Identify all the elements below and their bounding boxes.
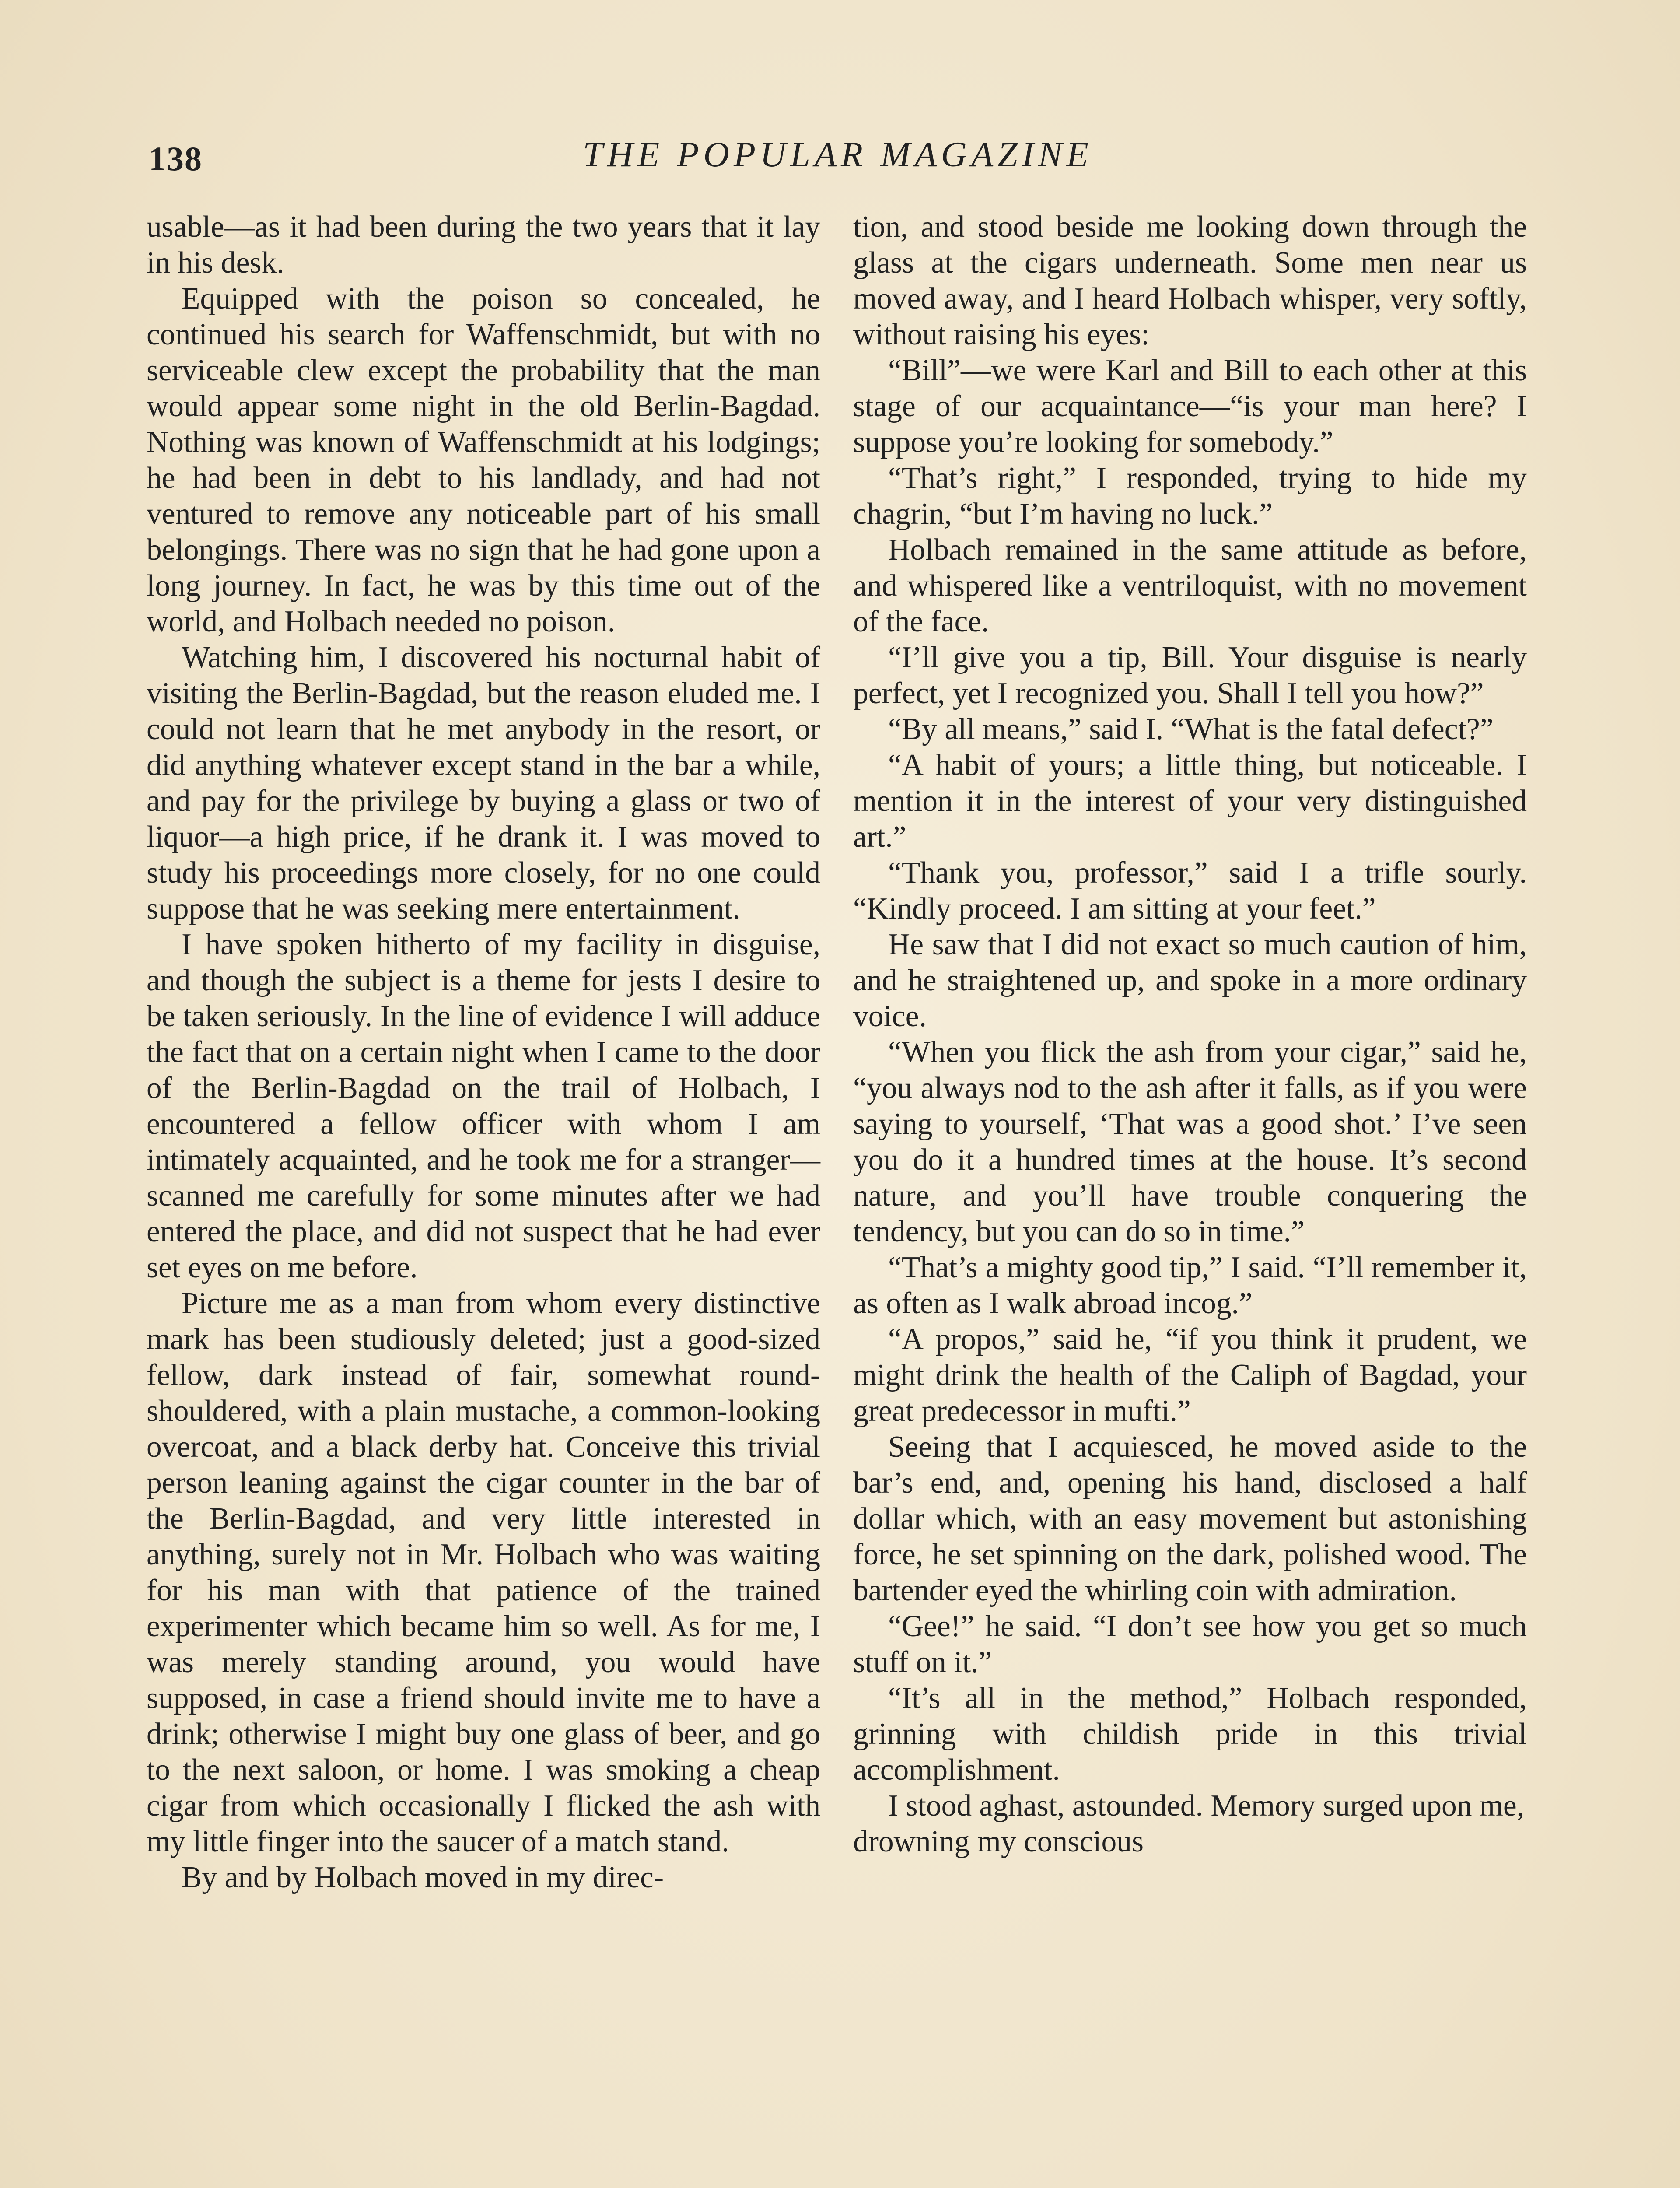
paragraph: Picture me as a man from whom every distinctive mark has been studiously deleted; just a good-sized fellow, dark instead of fair, somewhat round-shouldered, with a plain mustache, a common-looking overcoat, and a black derby hat. Conceive this trivial person leaning against the cigar counter in the bar of the Berlin-Bagdad, and very little interested in anything, surely not in Mr. Holbach who was waiting for his man with that patience of the trained experimenter which became him so well. As for me, I was merely standing around, you would have supposed, in case a friend should invite me to have a drink; otherwise I might buy one glass of beer, and go to the next saloon, or home. I was smoking a cheap cigar from which occasionally I flicked the ash with my little finger into the saucer of a match stand. — [147, 1287, 820, 1858]
paragraph: He saw that I did not exact so much caution of him, and he straightened up, and spoke in a more ordinary voice. — [853, 928, 1527, 1033]
left-column — [147, 209, 820, 1896]
right-column — [853, 209, 1527, 1860]
paragraph: usable—as it had been during the two years that it lay in his desk. — [147, 210, 820, 280]
paragraph: “When you flick the ash from your cigar,” said he, “you always nod to the ash after it falls, as if you were saying to yourself, ‘That was a good shot.’ I’ve seen you do it a hundred times at the house. It’s second nature, and you’ll have trouble conquering the tendency, but you can do so in time.” — [853, 1035, 1527, 1248]
paragraph: Holbach remained in the same attitude as before, and whispered like a ventriloquist, with no movement of the face. — [853, 533, 1527, 638]
paragraph: “That’s right,” I responded, trying to hide my chagrin, “but I’m having no luck.” — [853, 461, 1527, 531]
paragraph: “Gee!” he said. “I don’t see how you get so much stuff on it.” — [853, 1609, 1527, 1679]
paragraph: “That’s a mighty good tip,” I said. “I’ll remember it, as often as I walk abroad incog.” — [853, 1251, 1527, 1320]
running-title: THE POPULAR MAGAZINE — [583, 134, 1093, 174]
paragraph: I have spoken hitherto of my facility in disguise, and though the subject is a theme for jests I desire to be taken seriously. In the line of evidence I will adduce the fact that on a certain night when I came to the door of the Berlin-Bagdad on the trail of Holbach, I encountered a fellow officer with whom I am intimately acquainted, and he took me for a stranger—scanned me carefully for some minutes after we had entered the place, and did not suspect that he had ever set eyes on me before. — [147, 928, 820, 1284]
paragraph: Equipped with the poison so concealed, he continued his search for Waffenschmidt, but with no serviceable clew except the probability that the man would appear some night in the old Berlin-Bagdad. Nothing was known of Waffenschmidt at his lodgings; he had been in debt to his landlady, and had not ventured to remove any noticeable part of his small belongings. There was no sign that he had gone upon a long journey. In fact, he was by this time out of the world, and Holbach needed no poison. — [147, 282, 820, 638]
paragraph: Seeing that I acquiesced, he moved aside to the bar’s end, and, opening his hand, disclosed a half dollar which, with an easy movement but astonishing force, he set spinning on the dark, polished wood. The bartender eyed the whirling coin with admiration. — [853, 1430, 1527, 1607]
paragraph: “I’ll give you a tip, Bill. Your disguise is nearly perfect, yet I recognized you. Shall I tell you how?” — [853, 641, 1527, 710]
paragraph: “It’s all in the method,” Holbach responded, grinning with childish pride in this trivial accomplishment. — [853, 1681, 1527, 1787]
paragraph: “A propos,” said he, “if you think it prudent, we might drink the health of the Caliph of Bagdad, your great predecessor in mufti.” — [853, 1322, 1527, 1428]
page-number: 138 — [149, 140, 203, 178]
page-header — [149, 131, 1527, 193]
paragraph: “Thank you, professor,” said I a trifle sourly. “Kindly proceed. I am sitting at your feet.” — [853, 856, 1527, 926]
paragraph: “A habit of yours; a little thing, but noticeable. I mention it in the interest of your very distinguished art.” — [853, 748, 1527, 854]
paragraph: “By all means,” said I. “What is the fatal defect?” — [888, 712, 1494, 746]
paragraph: By and by Holbach moved in my direc- — [182, 1861, 664, 1894]
paragraph: tion, and stood beside me looking down through the glass at the cigars underneath. Some men near us moved away, and I heard Holbach whisper, very softly, without raising his eyes: — [853, 210, 1527, 351]
paragraph: I stood aghast, astounded. Memory surged upon me, drowning my conscious — [853, 1789, 1525, 1858]
paragraph: Watching him, I discovered his nocturnal habit of visiting the Berlin-Bagdad, but the reason eluded me. I could not learn that he met anybody in the resort, or did anything whatever except stand in the bar a while, and pay for the privilege by buying a glass or two of liquor—a high price, if he drank it. I was moved to study his proceedings more closely, for no one could suppose that he was seeking mere entertainment. — [147, 641, 820, 926]
paragraph: “Bill”—we were Karl and Bill to each other at this stage of our acquaintance—“is your man here? I suppose you’re looking for somebody.” — [853, 354, 1527, 459]
